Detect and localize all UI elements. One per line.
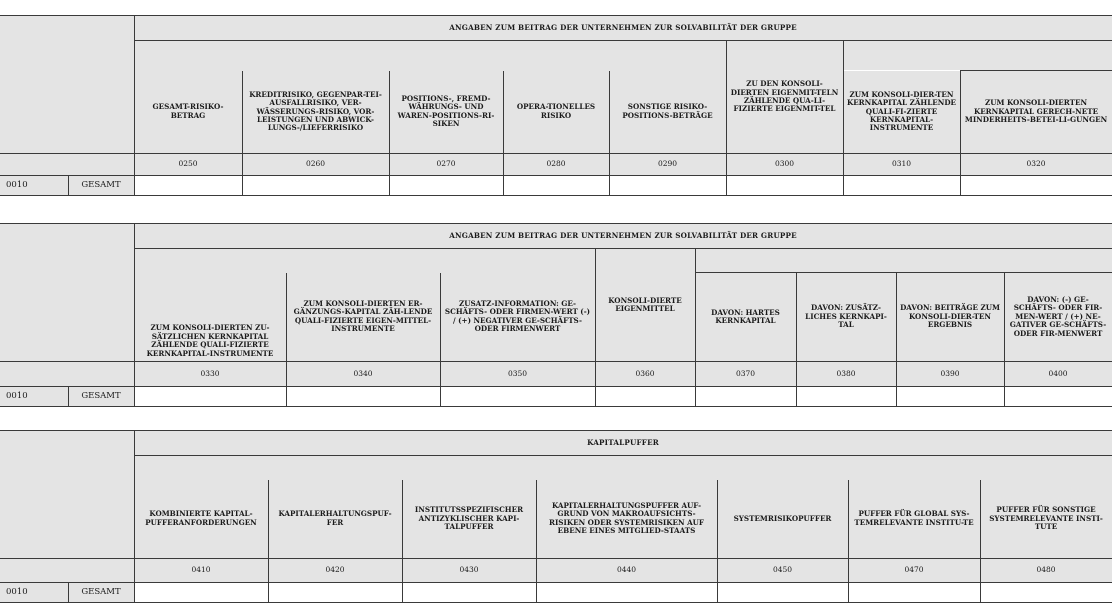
data-cell[interactable]	[440, 387, 595, 407]
row-label: GESAMT	[68, 387, 134, 407]
column-code: 0380	[796, 362, 896, 387]
data-cell[interactable]	[960, 176, 1112, 196]
contribution-table-1	[0, 15, 1112, 196]
group-header: KAPITALPUFFER	[134, 431, 1112, 456]
column-header: ZUM KONSOLI-DIERTEN ER-GÄNZUNGS-KAPITAL ZÄH-LENDE QUALI-FIZIERTE EIGEN-MITTEL-INSTRUMENTE	[286, 273, 440, 362]
data-cell[interactable]	[503, 176, 609, 196]
data-cell[interactable]	[796, 387, 896, 407]
code-row-blank	[0, 559, 134, 583]
code-row-blank	[0, 362, 134, 387]
column-code: 0320	[960, 154, 1112, 176]
column-code: 0260	[242, 154, 389, 176]
row-label: GESAMT	[68, 176, 134, 196]
column-code: 0440	[536, 559, 717, 583]
data-cell[interactable]	[536, 583, 717, 603]
column-header: POSITIONS-, FREMD-WÄHRUNGS- UND WAREN-POSITIONS-RI-SIKEN	[389, 71, 503, 154]
column-header: ZUSATZ-INFORMATION: GE-SCHÄFTS- ODER FIRMEN-WERT (-) / (+) NEGATIVER GE-SCHÄFTS- ODER FIRMENWERT	[440, 273, 595, 362]
header-blank	[0, 431, 134, 559]
data-cell[interactable]	[896, 387, 1004, 407]
capital-buffer-table	[0, 430, 1112, 603]
column-header: SONSTIGE RISIKO-POSITIONS-BETRÄGE	[609, 71, 726, 154]
column-code: 0280	[503, 154, 609, 176]
code-row-blank	[0, 154, 134, 176]
header-blank	[0, 16, 134, 154]
column-header: KOMBINIERTE KAPITAL-PUFFERANFORDERUNGEN	[134, 480, 268, 559]
column-code: 0290	[609, 154, 726, 176]
data-cell[interactable]	[980, 583, 1112, 603]
row-code: 0010	[0, 583, 68, 603]
column-code: 0370	[695, 362, 796, 387]
row-code: 0010	[0, 176, 68, 196]
column-code: 0470	[848, 559, 980, 583]
column-header: KREDITRISIKO, GEGENPAR-TEI-AUSFALLRISIKO, VER-WÄSSERUNGS-RISIKO, VOR-LEISTUNGEN UND ABWICK-LUNGS-/LIEFERRISIKO	[242, 71, 389, 154]
table-row	[0, 583, 1112, 603]
column-code: 0400	[1004, 362, 1112, 387]
column-header: PUFFER FÜR GLOBAL SYS-TEMRELEVANTE INSTITU-TE	[848, 480, 980, 559]
column-header: GESAMT-RISIKO-BETRAG	[134, 71, 242, 154]
column-header: DAVON: HARTES KERNKAPITAL	[695, 273, 796, 362]
data-cell[interactable]	[389, 176, 503, 196]
subheader-blank	[695, 249, 1112, 273]
column-header: KONSOLI-DIERTE EIGENMITTEL	[595, 249, 695, 362]
data-cell[interactable]	[595, 387, 695, 407]
column-header: KAPITALERHALTUNGSPUFFER AUF-GRUND VON MAKROAUFSICHTS-RISIKEN ODER SYSTEMRISIKEN AUF EBENE EINES MITGLIED-STAATS	[536, 480, 717, 559]
column-code: 0430	[402, 559, 536, 583]
column-code: 0310	[843, 154, 960, 176]
data-cell[interactable]	[402, 583, 536, 603]
column-code: 0330	[134, 362, 286, 387]
table-row	[0, 387, 1112, 407]
data-cell[interactable]	[726, 176, 843, 196]
data-cell[interactable]	[268, 583, 402, 603]
subheader-blank	[134, 249, 595, 273]
row-label: GESAMT	[68, 583, 134, 603]
column-header: ZUM KONSOLI-DIERTEN KERNKAPITAL GERECH-NETE MINDERHEITS-BETEI-LI-GUNGEN	[960, 71, 1112, 154]
column-header: PUFFER FÜR SONSTIGE SYSTEMRELEVANTE INSTI-TUTE	[980, 480, 1112, 559]
column-header: ZUM KONSOLI-DIER-TEN KERNKAPITAL ZÄHLENDE QUALI-FI-ZIERTE KERNKAPITAL-INSTRUMENTE	[843, 71, 960, 154]
table-row	[0, 176, 1112, 196]
data-cell[interactable]	[134, 176, 242, 196]
data-cell[interactable]	[286, 387, 440, 407]
column-header: ZUM KONSOLI-DIERTEN ZU-SÄTZLICHEN KERNKAPITAL ZÄHLENDE QUALI-FIZIERTE KERNKAPITAL-INSTRUMENTE	[134, 273, 286, 362]
data-cell[interactable]	[843, 176, 960, 196]
column-code: 0360	[595, 362, 695, 387]
subheader-blank	[843, 41, 1112, 71]
data-cell[interactable]	[1004, 387, 1112, 407]
contribution-table-2	[0, 223, 1112, 407]
column-header: ZU DEN KONSOLI-DIERTEN EIGENMIT-TELN ZÄHLENDE QUA-LI-FIZIERTE EIGENMIT-TEL	[726, 41, 843, 154]
data-cell[interactable]	[695, 387, 796, 407]
column-header: OPERA-TIONELLES RISIKO	[503, 71, 609, 154]
data-cell[interactable]	[609, 176, 726, 196]
column-header: SYSTEMRISIKOPUFFER	[717, 480, 848, 559]
column-code: 0450	[717, 559, 848, 583]
data-cell[interactable]	[717, 583, 848, 603]
data-cell[interactable]	[242, 176, 389, 196]
column-code: 0420	[268, 559, 402, 583]
header-blank	[0, 224, 134, 362]
row-code: 0010	[0, 387, 68, 407]
column-code: 0250	[134, 154, 242, 176]
group-header: ANGABEN ZUM BEITRAG DER UNTERNEHMEN ZUR SOLVABILITÄT DER GRUPPE	[134, 224, 1112, 249]
column-code: 0410	[134, 559, 268, 583]
data-cell[interactable]	[848, 583, 980, 603]
column-code: 0480	[980, 559, 1112, 583]
column-header: DAVON: BEITRÄGE ZUM KONSOLI-DIER-TEN ERGEBNIS	[896, 273, 1004, 362]
group-header: ANGABEN ZUM BEITRAG DER UNTERNEHMEN ZUR SOLVABILITÄT DER GRUPPE	[134, 16, 1112, 41]
column-header: DAVON: (-) GE-SCHÄFTS- ODER FIR-MEN-WERT / (+) NE-GATIVER GE-SCHÄFTS- ODER FIR-MENWERT	[1004, 273, 1112, 362]
column-code: 0350	[440, 362, 595, 387]
column-header: DAVON: ZUSÄTZ-LICHES KERNKAPI-TAL	[796, 273, 896, 362]
data-cell[interactable]	[134, 583, 268, 603]
column-code: 0270	[389, 154, 503, 176]
column-code: 0340	[286, 362, 440, 387]
column-header: KAPITALERHALTUNGSPUF-FER	[268, 480, 402, 559]
column-code: 0300	[726, 154, 843, 176]
subheader-blank	[134, 41, 726, 71]
column-header: INSTITUTSSPEZIFISCHER ANTIZYKLISCHER KAPI-TALPUFFER	[402, 480, 536, 559]
column-code: 0390	[896, 362, 1004, 387]
subheader-blank	[134, 456, 1112, 480]
data-cell[interactable]	[134, 387, 286, 407]
